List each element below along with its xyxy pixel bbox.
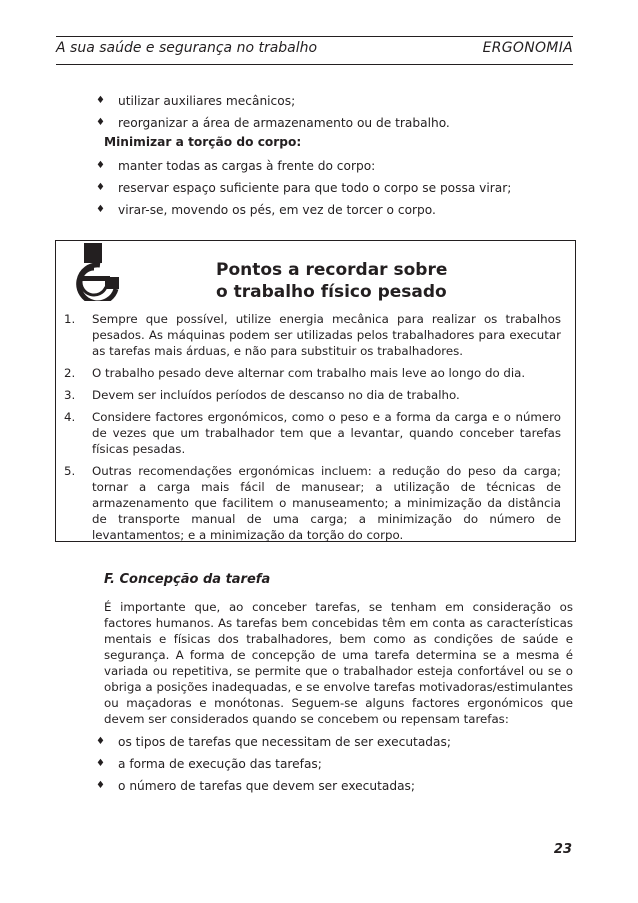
- bullet-list-top: [96, 93, 576, 137]
- diamond-bullet-icon: ♦: [96, 758, 105, 769]
- list-item: ♦ os tipos de tarefas que necessitam de ser executadas;: [96, 735, 451, 749]
- diamond-bullet-icon: ♦: [96, 780, 105, 791]
- list-item: ♦ o número de tarefas que devem ser executadas;: [96, 779, 416, 793]
- reminder-points: [64, 311, 561, 549]
- diamond-bullet-icon: ♦: [96, 204, 105, 215]
- diamond-bullet-icon: ♦: [96, 160, 105, 171]
- bullet-list-torcao: [96, 158, 576, 224]
- exclamation-logo-icon: [64, 243, 126, 301]
- page-number: 23: [553, 842, 572, 857]
- list-item: ♦ a forma de execução das tarefas;: [96, 757, 322, 771]
- diamond-bullet-icon: ♦: [96, 117, 105, 128]
- header-section: ERGONOMIA: [482, 40, 573, 56]
- header-rule-top: [56, 36, 573, 37]
- section-paragraph: É importante que, ao conceber tarefas, se tenham em consideração os factores humanos. As tarefas bem concebidas têm em conta as características mentais e físicas dos trabalhadores, bem como as condições de saúde e segurança. A forma de concepção de uma tarefa determina se a mesma é variada ou repetitiva, se permite que o trabalhador esteja confortável ou se o obriga a posições inadequadas, e se envolve tarefas motivadoras/estimulantes ou maçadoras e monótonas. Seguem-se alguns factores ergonómicos que devem ser considerados quando se concebem ou repensam tarefas:: [104, 600, 573, 726]
- list-item: ♦ manter todas as cargas à frente do corpo:: [96, 159, 376, 173]
- list-item: 2. O trabalho pesado deve alternar com trabalho mais leve ao longo do dia.: [64, 366, 526, 380]
- diamond-bullet-icon: ♦: [96, 95, 105, 106]
- list-item: ♦ reservar espaço suficiente para que todo o corpo se possa virar;: [96, 181, 512, 195]
- list-item: 4. Considere factores ergonómicos, como o peso e a forma da carga e o número de vezes que um trabalhador tem que a levantar, quando conceber tarefas físicas pesadas.: [64, 410, 561, 456]
- diamond-bullet-icon: ♦: [96, 182, 105, 193]
- diamond-bullet-icon: ♦: [96, 736, 105, 747]
- section-title: F. Concepção da tarefa: [104, 572, 271, 587]
- list-item: ♦ reorganizar a área de armazenamento ou de trabalho.: [96, 116, 450, 130]
- list-item: 1. Sempre que possível, utilize energia mecânica para realizar os trabalhos pesados. As máquinas podem ser utilizadas pelos trabalhadores para executar as tarefas mais árduas, e não para substituir os trabalhadores.: [64, 312, 561, 358]
- list-item: ♦ utilizar auxiliares mecânicos;: [96, 94, 296, 108]
- list-item: ♦ virar-se, movendo os pés, em vez de torcer o corpo.: [96, 203, 436, 217]
- bullet-list-section: [96, 734, 576, 800]
- list-item: 3. Devem ser incluídos períodos de descanso no dia de trabalho.: [64, 388, 460, 402]
- subheading: Minimizar a torção do corpo:: [104, 135, 302, 149]
- header-title: A sua saúde e segurança no trabalho: [56, 40, 318, 56]
- box-title: Pontos a recordar sobre o trabalho físico pesado: [216, 260, 448, 302]
- reminder-box: [55, 240, 576, 542]
- header-rule-bottom: [56, 64, 573, 65]
- list-item: 5. Outras recomendações ergonómicas incluem: a redução do peso da carga; tornar a carga mais fácil de manusear; a utilização de técnicas de armazenamento que facilitem o manuseamento; a minimização da distância de transporte manual de uma carga; a minimização do número de levantamentos; e a minimização da torção do corpo.: [64, 464, 561, 542]
